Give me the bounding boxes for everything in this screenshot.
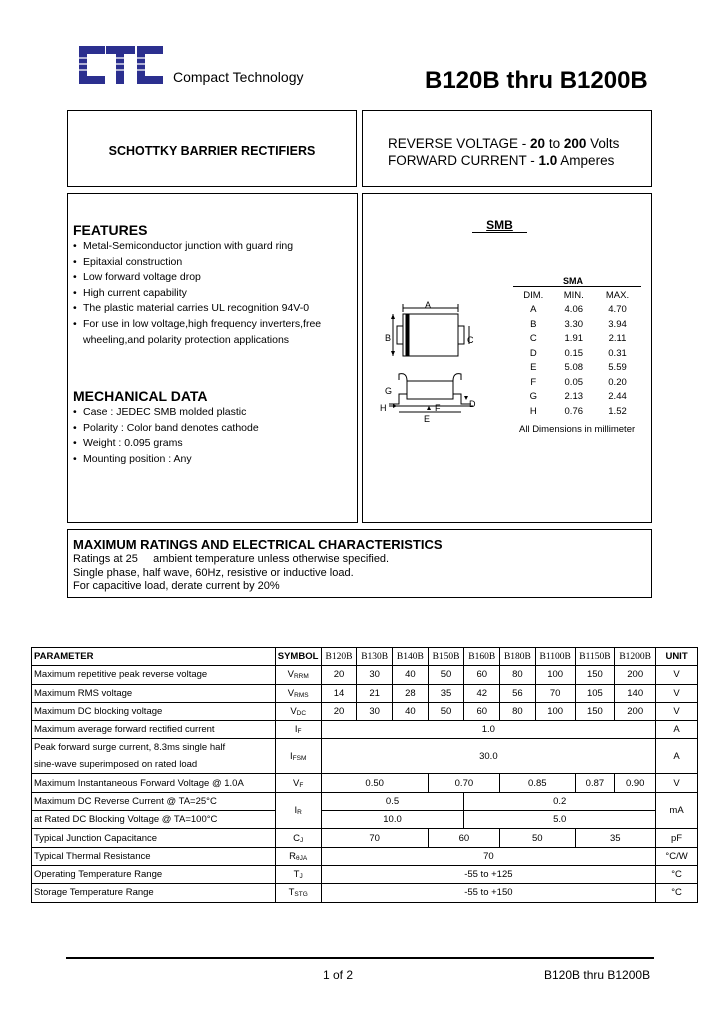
- dimension-table-rule: [513, 286, 641, 287]
- table-row: Peak forward surge current, 8.3ms single half sine-wave superimposed on rated load IFSM 30.0 A: [32, 739, 698, 774]
- symbol-header: SYMBOL: [275, 648, 321, 666]
- footer-divider: [66, 957, 654, 959]
- list-item: • Polarity : Color band denotes cathode: [73, 421, 343, 437]
- table-row: DIM. MIN. MAX.: [523, 289, 630, 301]
- table-row: A 4.06 4.70: [530, 304, 627, 316]
- features-title: FEATURES: [73, 222, 148, 238]
- ratings-note-3: For capacitive load, derate current by 20%: [73, 580, 280, 592]
- part-header: B1200B: [615, 648, 656, 666]
- table-row: C 1.91 2.11: [529, 333, 627, 345]
- mechanical-title: MECHANICAL DATA: [73, 388, 208, 404]
- dim-label-g: G: [385, 386, 393, 396]
- part-header: B120B: [321, 648, 357, 666]
- list-item: • Low forward voltage drop: [73, 270, 343, 286]
- document-title: B120B thru B1200B: [425, 67, 648, 94]
- list-item: • Metal-Semiconductor junction with guard ring: [73, 239, 343, 255]
- list-item: • Mounting position : Any: [73, 452, 343, 468]
- parameter-header: PARAMETER: [32, 648, 276, 666]
- dimension-note: All Dimensions in millimeter: [519, 424, 636, 435]
- part-header: B180B: [500, 648, 536, 666]
- part-header: B160B: [464, 648, 500, 666]
- product-type: SCHOTTKY BARRIER RECTIFIERS: [108, 144, 316, 158]
- table-row: D 0.15 0.31: [529, 347, 627, 359]
- reverse-voltage-line: REVERSE VOLTAGE - 20 to 200 Volts: [388, 136, 620, 151]
- table-row: E 5.08 5.59: [530, 362, 627, 374]
- ratings-notes: [73, 553, 389, 594]
- table-row: Storage Temperature Range TSTG -55 to +150 °C: [32, 884, 698, 902]
- dim-label-d: D: [469, 399, 476, 409]
- table-row: H 0.76 1.52: [529, 405, 627, 417]
- table-row: Maximum average forward rectified current IF 1.0 A: [32, 721, 698, 739]
- product-type-box: [67, 110, 357, 187]
- company-logo: [73, 44, 165, 86]
- dim-label-f: F: [435, 403, 441, 413]
- table-row: Maximum DC blocking voltage VDC 20 30 40 50 60 80 100 150 200 V: [32, 702, 698, 720]
- table-row: at Rated DC Blocking Voltage @ TA=100°C 10.0 5.0: [32, 811, 698, 829]
- table-row: G 2.13 2.44: [529, 391, 627, 403]
- footer-part-range: B120B thru B1200B: [544, 968, 651, 982]
- features-list: [73, 239, 343, 348]
- dim-label-c: C: [467, 335, 474, 345]
- part-header: B1100B: [535, 648, 575, 666]
- table-row: Operating Temperature Range TJ -55 to +125 °C: [32, 865, 698, 883]
- company-name: Compact Technology: [173, 69, 304, 85]
- package-name: SMB: [472, 218, 527, 233]
- part-header: B150B: [428, 648, 464, 666]
- part-header: B140B: [393, 648, 429, 666]
- table-header-row: [32, 648, 698, 666]
- mechanical-list: [73, 405, 343, 467]
- ratings-box: [67, 529, 652, 598]
- forward-current-line: FORWARD CURRENT - 1.0 Amperes: [388, 153, 615, 168]
- ratings-note-2: Single phase, half wave, 60Hz, resistive or inductive load.: [73, 566, 354, 579]
- table-row: Maximum DC Reverse Current @ TA=25°C IR 0.5 0.2 mA: [32, 792, 698, 810]
- list-item: • Epitaxial construction: [73, 255, 343, 271]
- ratings-note-1: Ratings at 25 ambient temperature unless otherwise specified.: [73, 553, 390, 565]
- dim-label-e: E: [424, 414, 431, 424]
- page-number: 1 of 2: [323, 968, 354, 982]
- list-item: • Case : JEDEC SMB molded plastic: [73, 405, 343, 421]
- dim-label-b: B: [385, 333, 392, 343]
- dimension-table-title: SMA: [563, 276, 583, 286]
- table-row: F 0.05 0.20: [530, 376, 627, 388]
- list-item: • Weight : 0.095 grams: [73, 436, 343, 452]
- features-box: [67, 193, 358, 523]
- ratings-summary: [388, 135, 651, 169]
- list-item: • High current capability: [73, 286, 343, 302]
- table-row: Typical Junction Capacitance CJ 70 60 50 35 pF: [32, 829, 698, 847]
- dimension-table: [513, 288, 641, 419]
- spec-table: [31, 647, 698, 903]
- part-header: B130B: [357, 648, 393, 666]
- dim-label-a: A: [425, 300, 432, 310]
- list-item: • For use in low voltage,high frequency inverters,free wheeling,and polarity protection applications: [73, 317, 333, 348]
- ratings-summary-box: [362, 110, 652, 187]
- table-row: B 3.30 3.94: [530, 318, 627, 330]
- package-box: [362, 193, 652, 523]
- ratings-title: MAXIMUM RATINGS AND ELECTRICAL CHARACTERISTICS: [73, 537, 443, 552]
- table-row: Maximum repetitive peak reverse voltage VRRM 20 30 40 50 60 80 100 150 200 V: [32, 666, 698, 684]
- list-item: • The plastic material carries UL recognition 94V-0: [73, 301, 343, 317]
- part-header: B1150B: [575, 648, 615, 666]
- table-row: Maximum Instantaneous Forward Voltage @ 1.0A VF 0.50 0.70 0.85 0.87 0.90 V: [32, 774, 698, 792]
- unit-header: UNIT: [656, 648, 698, 666]
- dim-label-h: H: [380, 403, 387, 413]
- table-row: Typical Thermal Resistance RθJA 70 °C/W: [32, 847, 698, 865]
- table-row: Maximum RMS voltage VRMS 14 21 28 35 42 56 70 105 140 V: [32, 684, 698, 702]
